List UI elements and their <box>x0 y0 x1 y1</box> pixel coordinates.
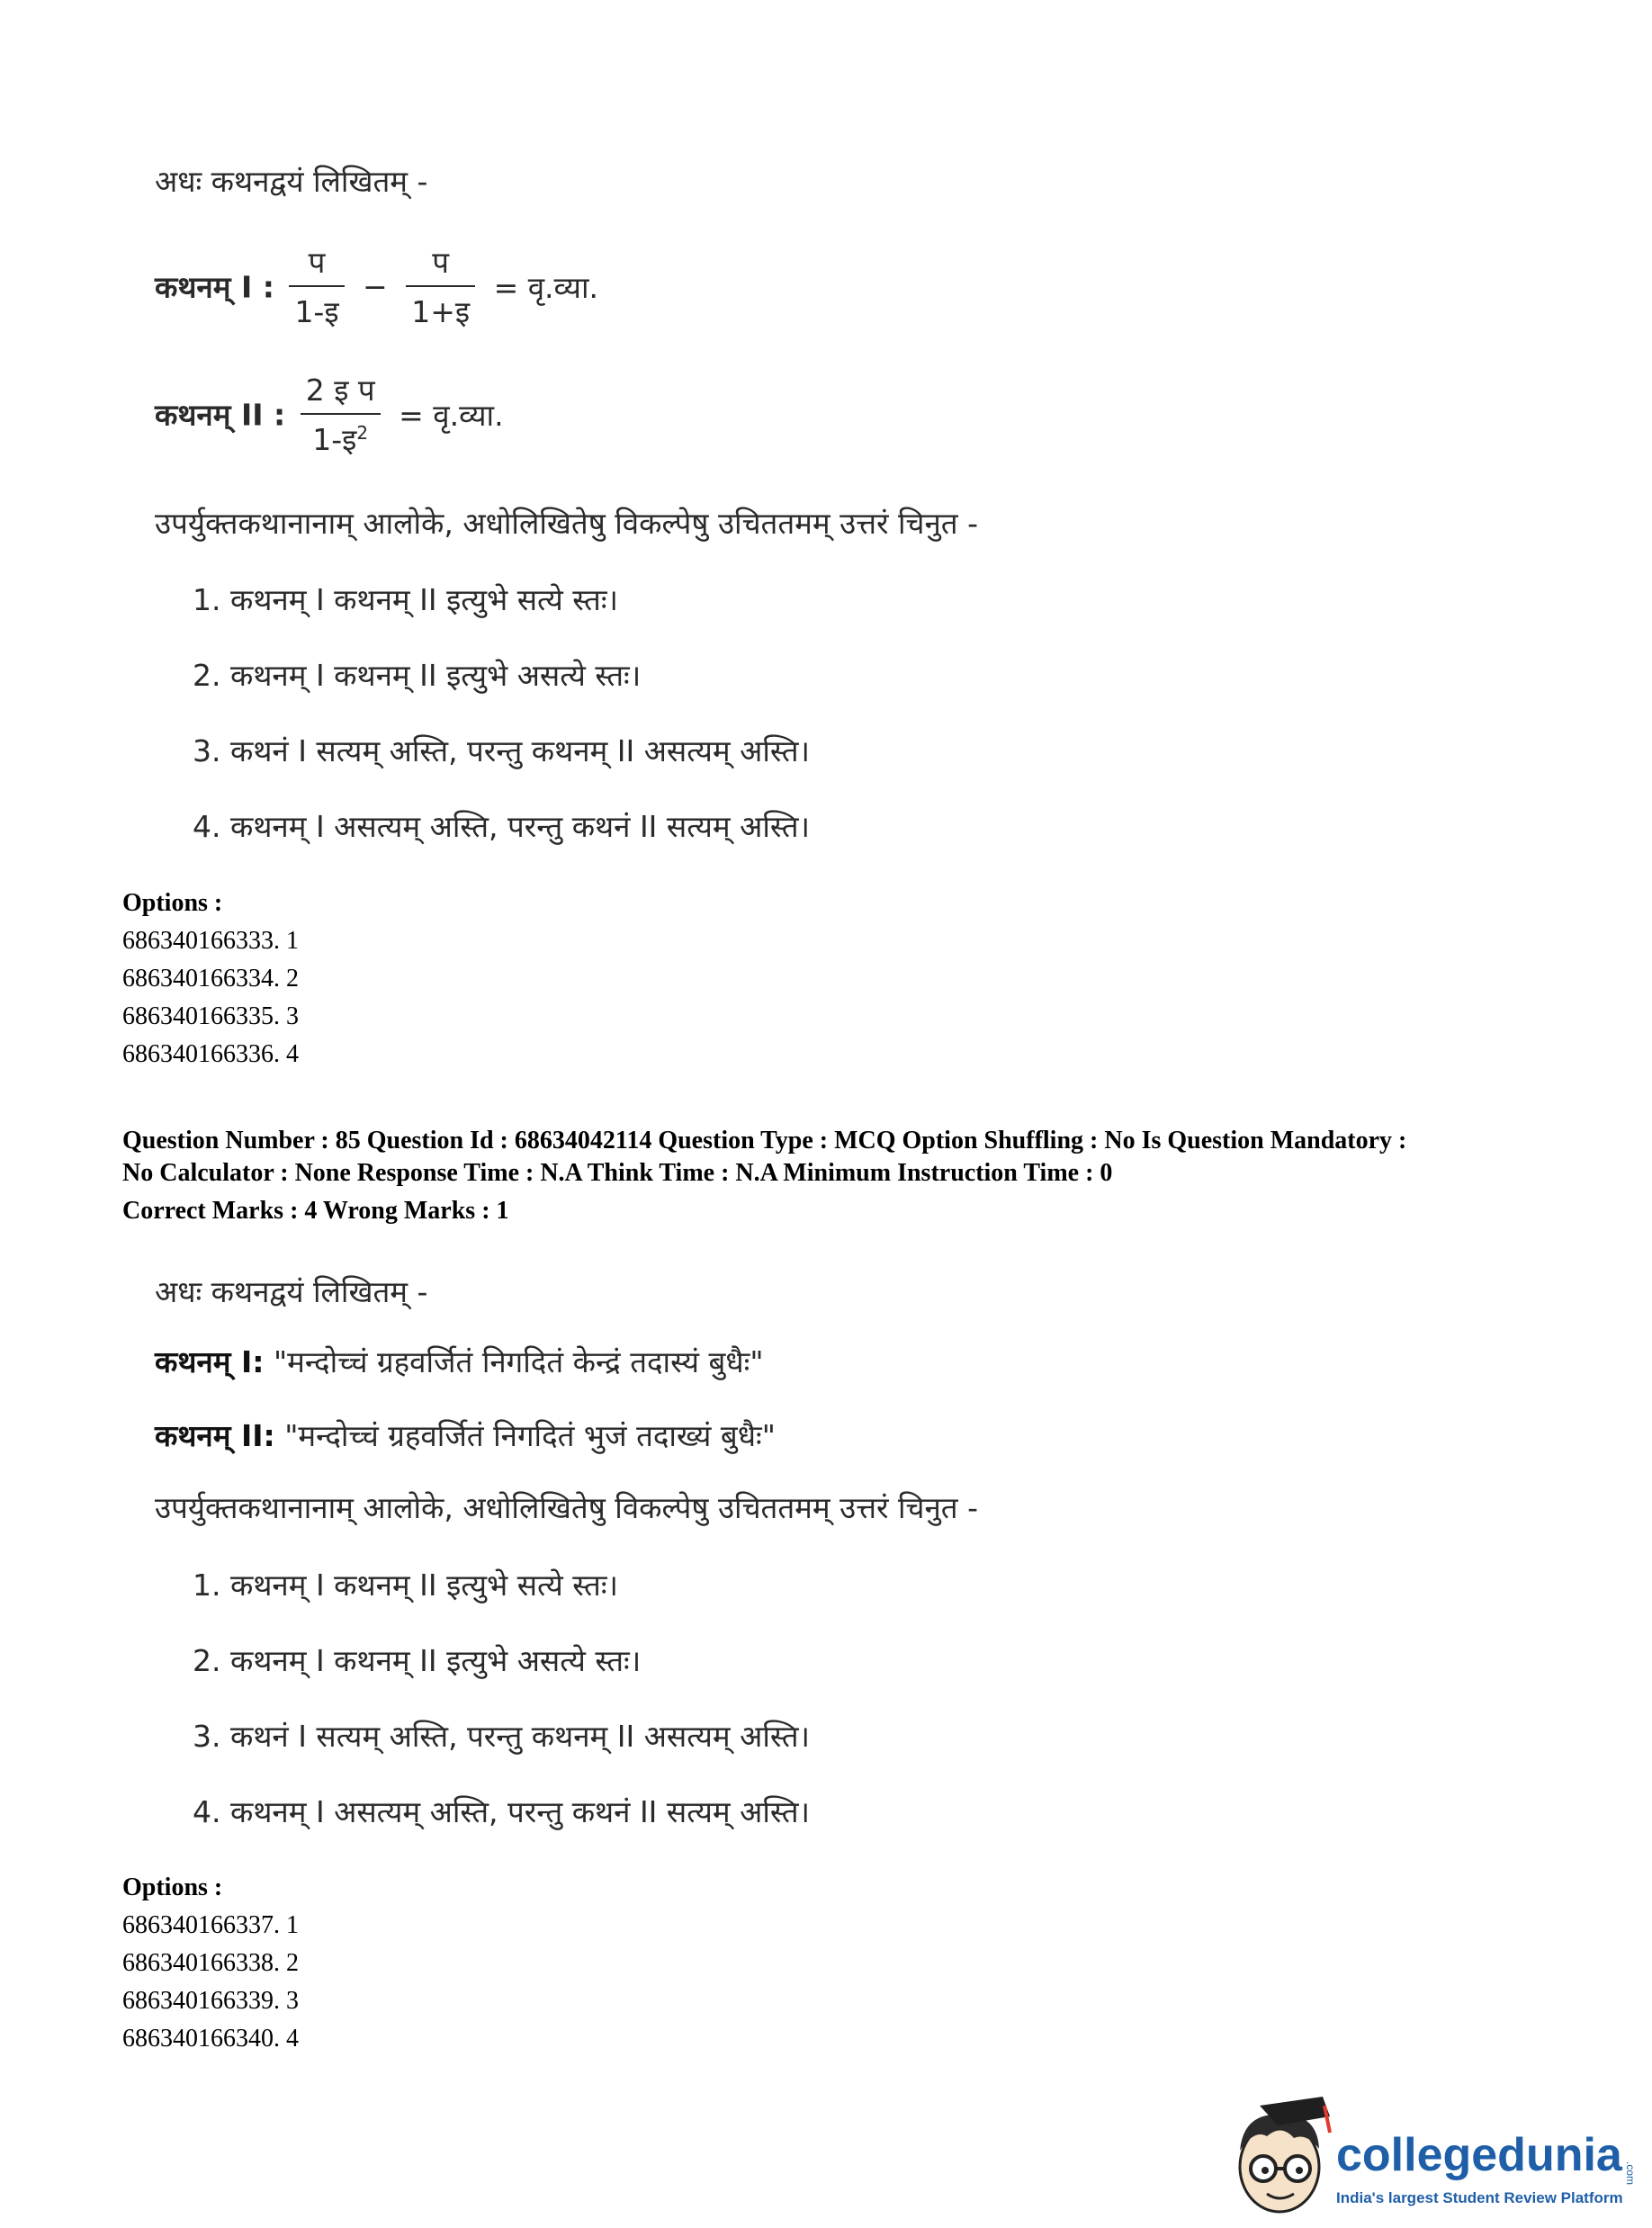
q1-intro: अधः कथनद्वयं लिखितम् - <box>155 164 428 199</box>
q1-statement-1: कथनम् I : $\frac{\text{प}}{\text{1-इ}}$ − $\frac{\text{प}}{\text{1+इ}}$ = वृ.व्या. <box>155 241 602 331</box>
q1-options-label: Options : <box>122 889 223 917</box>
q2-choice-1: 1. कथनम् I कथनम् II इत्युभे सत्ये स्तः। <box>193 1568 619 1603</box>
q2-option-4: 686340166340. 4 <box>122 2025 299 2053</box>
q2-option-1: 686340166337. 1 <box>122 1911 299 1939</box>
q2-meta-line-2: No Calculator : None Response Time : N.A Think Time : N.A Minimum Instruction Time : 0 <box>122 1159 1113 1187</box>
q1-option-4: 686340166336. 4 <box>122 1040 299 1068</box>
q1-option-1: 686340166333. 1 <box>122 927 299 955</box>
q2-choice-3: 3. कथनं I सत्यम् अस्ति, परन्तु कथनम् II असत्यम् अस्ति। <box>193 1719 811 1754</box>
q1-statement-2: कथनम् II : $\frac{\text{2 इ प}}{1-इ^2}$ = वृ.व्या. <box>155 369 507 459</box>
q1-choice-2: 2. कथनम् I कथनम् II इत्युभे असत्ये स्तः। <box>193 658 642 693</box>
q2-choice-4: 4. कथनम् I असत्यम् अस्ति, परन्तु कथनं II सत्यम् अस्ति। <box>193 1794 811 1829</box>
q1-option-2: 686340166334. 2 <box>122 965 299 993</box>
q1-prompt: उपर्युक्तकथानानाम् आलोके, अधोलिखितेषु विकल्पेषु उचिततमम् उत्तरं चिनुत - <box>155 506 979 541</box>
q1-fraction-2: $\frac{\text{प}}{\text{1+इ}}$ <box>406 241 475 331</box>
q2-option-3: 686340166339. 3 <box>122 1987 299 2015</box>
q2-meta-line-1: Question Number : 85 Question Id : 68634042114 Question Type : MCQ Option Shuffling : No Is Question Mandatory : <box>122 1127 1407 1154</box>
q2-intro: अधः कथनद्वयं लिखितम् - <box>155 1274 428 1309</box>
q1-statement-2-label: कथनम् II : <box>155 397 286 433</box>
q1-fraction-1: $\frac{\text{प}}{\text{1-इ}}$ <box>289 241 344 331</box>
q2-options-label: Options : <box>122 1873 223 1901</box>
brand-tagline: India's largest Student Review Platform <box>1336 2189 1623 2206</box>
q1-choice-4: 4. कथनम् I असत्यम् अस्ति, परन्तु कथनं II सत्यम् अस्ति। <box>193 809 811 844</box>
q2-statement-1: कथनम् I: "मन्दोच्चं ग्रहवर्जितं निगदितं केन्द्रं तदास्यं बुधैः" <box>155 1344 764 1379</box>
q1-choice-1: 1. कथनम् I कथनम् II इत्युभे सत्ये स्तः। <box>193 582 619 617</box>
q1-option-3: 686340166335. 3 <box>122 1002 299 1030</box>
q2-choice-2: 2. कथनम् I कथनम् II इत्युभे असत्ये स्तः। <box>193 1643 642 1678</box>
brand-suffix: .com <box>1624 2161 1637 2186</box>
q2-statement-2: कथनम् II: "मन्दोच्चं ग्रहवर्जितं निगदितं भुजं तदाख्यं बुधैः" <box>155 1418 776 1453</box>
q2-prompt: उपर्युक्तकथानानाम् आलोके, अधोलिखितेषु विकल्पेषु उचिततमम् उत्तरं चिनुत - <box>155 1490 979 1525</box>
mascot-icon <box>1224 2097 1638 2223</box>
q1-statement-1-label: कथनम् I : <box>155 269 274 305</box>
q2-meta-line-3: Correct Marks : 4 Wrong Marks : 1 <box>122 1197 509 1225</box>
collegedunia-logo[interactable] <box>1224 2097 1638 2223</box>
q2-option-2: 686340166338. 2 <box>122 1949 299 1977</box>
q1-choice-3: 3. कथनं I सत्यम् अस्ति, परन्तु कथनम् II असत्यम् अस्ति। <box>193 733 811 768</box>
q1-fraction-3: $\frac{\text{2 इ प}}{1-इ^2}$ <box>301 369 381 459</box>
brand-wordmark: collegedunia <box>1336 2129 1622 2181</box>
